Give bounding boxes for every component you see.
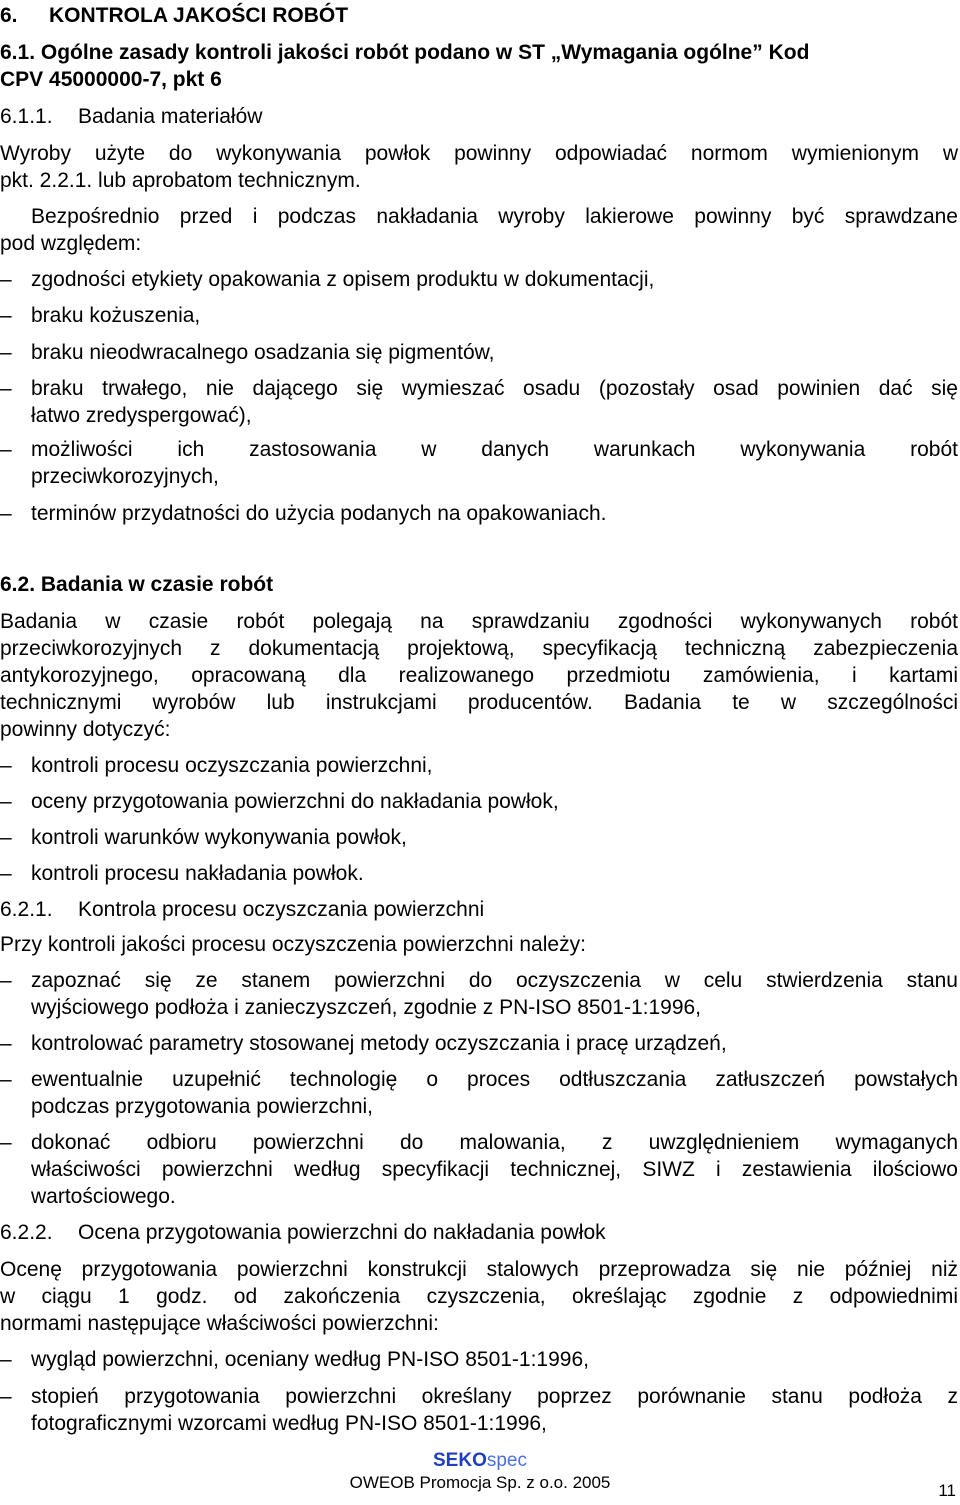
- section-heading: [0, 3, 958, 29]
- paragraph-line: Badania w czasie robót polegają na sprawdzaniu zgodności wykonywanych robót: [0, 610, 958, 633]
- list-item-text: wyjściowego podłoża i zanieczyszczeń, zgodnie z PN-ISO 8501-1:1996,: [31, 996, 702, 1019]
- paragraph-line: technicznymi wyrobów lub instrukcjami producentów. Badania te w szczególności: [0, 691, 958, 714]
- paragraph-line: pod względem:: [0, 232, 142, 255]
- footer-logo-part-b: spec: [486, 1450, 527, 1471]
- list-item-text: właściwości powierzchni według specyfikacji technicznej, SIWZ i zestawienia ilościowo: [31, 1158, 958, 1181]
- list-item-text: kontroli procesu nakładania powłok.: [31, 862, 364, 885]
- paragraph-line: normami następujące właściwości powierzchni:: [0, 1312, 439, 1335]
- dash-bullet: –: [0, 790, 12, 813]
- subsection-number: 6.1.1.: [0, 105, 53, 128]
- list-item-text: podczas przygotowania powierzchni,: [31, 1095, 374, 1118]
- list-item-text: fotograficznymi wzorcami według PN-ISO 8501-1:1996,: [31, 1412, 547, 1435]
- paragraph-line: w ciągu 1 godz. od zakończenia czyszczenia, określając zgodnie z odpowiednimi: [0, 1285, 958, 1308]
- dash-bullet: –: [0, 502, 12, 525]
- list-item-text: kontrolować parametry stosowanej metody oczyszczania i pracę urządzeń,: [31, 1032, 727, 1055]
- list-item-text: wartościowego.: [31, 1185, 176, 1208]
- dash-bullet: –: [0, 438, 12, 461]
- dash-bullet: –: [0, 862, 12, 885]
- list-item-text: zapoznać się ze stanem powierzchni do oczyszczenia w celu stwierdzenia stanu: [31, 969, 958, 992]
- section-title: KONTROLA JAKOŚCI ROBÓT: [49, 4, 349, 27]
- list-item-text: przeciwkorozyjnych,: [31, 465, 219, 488]
- list-item-text: braku trwałego, nie dającego się wymieszać osadu (pozostały osad powinien dać się: [31, 377, 958, 400]
- dash-bullet: –: [0, 1131, 12, 1154]
- dash-bullet: –: [0, 1385, 12, 1408]
- subsection-6-2-1-heading: [0, 897, 958, 923]
- subsection-6-1-line2: CPV 45000000-7, pkt 6: [0, 68, 222, 91]
- paragraph-line: przeciwkorozyjnych z dokumentacją projektową, specyfikacją techniczną zabezpieczenia: [0, 637, 958, 660]
- subsection-number: 6.2.1.: [0, 898, 53, 921]
- subsection-6-1-line1: 6.1. Ogólne zasady kontroli jakości robót podano w ST „Wymagania ogólne” Kod: [0, 41, 810, 64]
- dash-bullet: –: [0, 1032, 12, 1055]
- dash-bullet: –: [0, 1068, 12, 1091]
- paragraph-line: Przy kontroli jakości procesu oczyszczenia powierzchni należy:: [0, 933, 586, 956]
- list-item-text: terminów przydatności do użycia podanych na opakowaniach.: [31, 502, 607, 525]
- dash-bullet: –: [0, 1348, 12, 1371]
- dash-bullet: –: [0, 754, 12, 777]
- section-number: 6.: [0, 4, 18, 27]
- subsection-number: 6.2.2.: [0, 1221, 53, 1244]
- footer-logo: [0, 1450, 960, 1472]
- list-item-text: ewentualnie uzupełnić technologię o proces odtłuszczania zatłuszczeń powstałych: [31, 1068, 958, 1091]
- page-number: 11: [938, 1481, 956, 1500]
- list-item-text: braku nieodwracalnego osadzania się pigmentów,: [31, 341, 495, 364]
- list-item-text: oceny przygotowania powierzchni do nakładania powłok,: [31, 790, 559, 813]
- paragraph-line: Bezpośrednio przed i podczas nakładania wyroby lakierowe powinny być sprawdzane: [31, 205, 958, 228]
- list-item-text: kontroli procesu oczyszczania powierzchni,: [31, 754, 433, 777]
- paragraph-line: pkt. 2.2.1. lub aprobatom technicznym.: [0, 169, 361, 192]
- dash-bullet: –: [0, 969, 12, 992]
- paragraph-line: Ocenę przygotowania powierzchni konstrukcji stalowych przeprowadza się nie później niż: [0, 1258, 958, 1281]
- list-item-text: kontroli warunków wykonywania powłok,: [31, 826, 407, 849]
- dash-bullet: –: [0, 341, 12, 364]
- paragraph-line: antykorozyjnego, opracowaną dla realizowanego przedmiotu zamówienia, i kartami: [0, 664, 958, 687]
- footer-logo-part-a: SEKO: [433, 1450, 487, 1471]
- dash-bullet: –: [0, 268, 12, 291]
- paragraph-line: powinny dotyczyć:: [0, 718, 171, 741]
- list-item-text: wygląd powierzchni, oceniany według PN-ISO 8501-1:1996,: [31, 1348, 589, 1371]
- list-item-text: możliwości ich zastosowania w danych warunkach wykonywania robót: [31, 438, 958, 461]
- footer-company: OWEOB Promocja Sp. z o.o. 2005: [349, 1473, 611, 1492]
- subsection-title: Ocena przygotowania powierzchni do nakładania powłok: [78, 1221, 606, 1244]
- dash-bullet: –: [0, 377, 12, 400]
- list-item-text: zgodności etykiety opakowania z opisem produktu w dokumentacji,: [31, 268, 655, 291]
- list-item-text: braku kożuszenia,: [31, 304, 201, 327]
- list-item-text: stopień przygotowania powierzchni określany poprzez porównanie stanu podłoża z: [31, 1385, 958, 1408]
- list-item-text: łatwo zredyspergować),: [31, 404, 252, 427]
- paragraph-line: Wyroby użyte do wykonywania powłok powinny odpowiadać normom wymienionym w: [0, 142, 958, 165]
- subsection-title: Kontrola procesu oczyszczania powierzchni: [78, 898, 485, 921]
- subsection-6-1-1-heading: [0, 104, 958, 130]
- subsection-6-2-heading: 6.2. Badania w czasie robót: [0, 573, 274, 596]
- subsection-6-2-2-heading: [0, 1220, 958, 1246]
- dash-bullet: –: [0, 826, 12, 849]
- subsection-title: Badania materiałów: [78, 105, 263, 128]
- dash-bullet: –: [0, 304, 12, 327]
- list-item-text: dokonać odbioru powierzchni do malowania, z uwzględnieniem wymaganych: [31, 1131, 958, 1154]
